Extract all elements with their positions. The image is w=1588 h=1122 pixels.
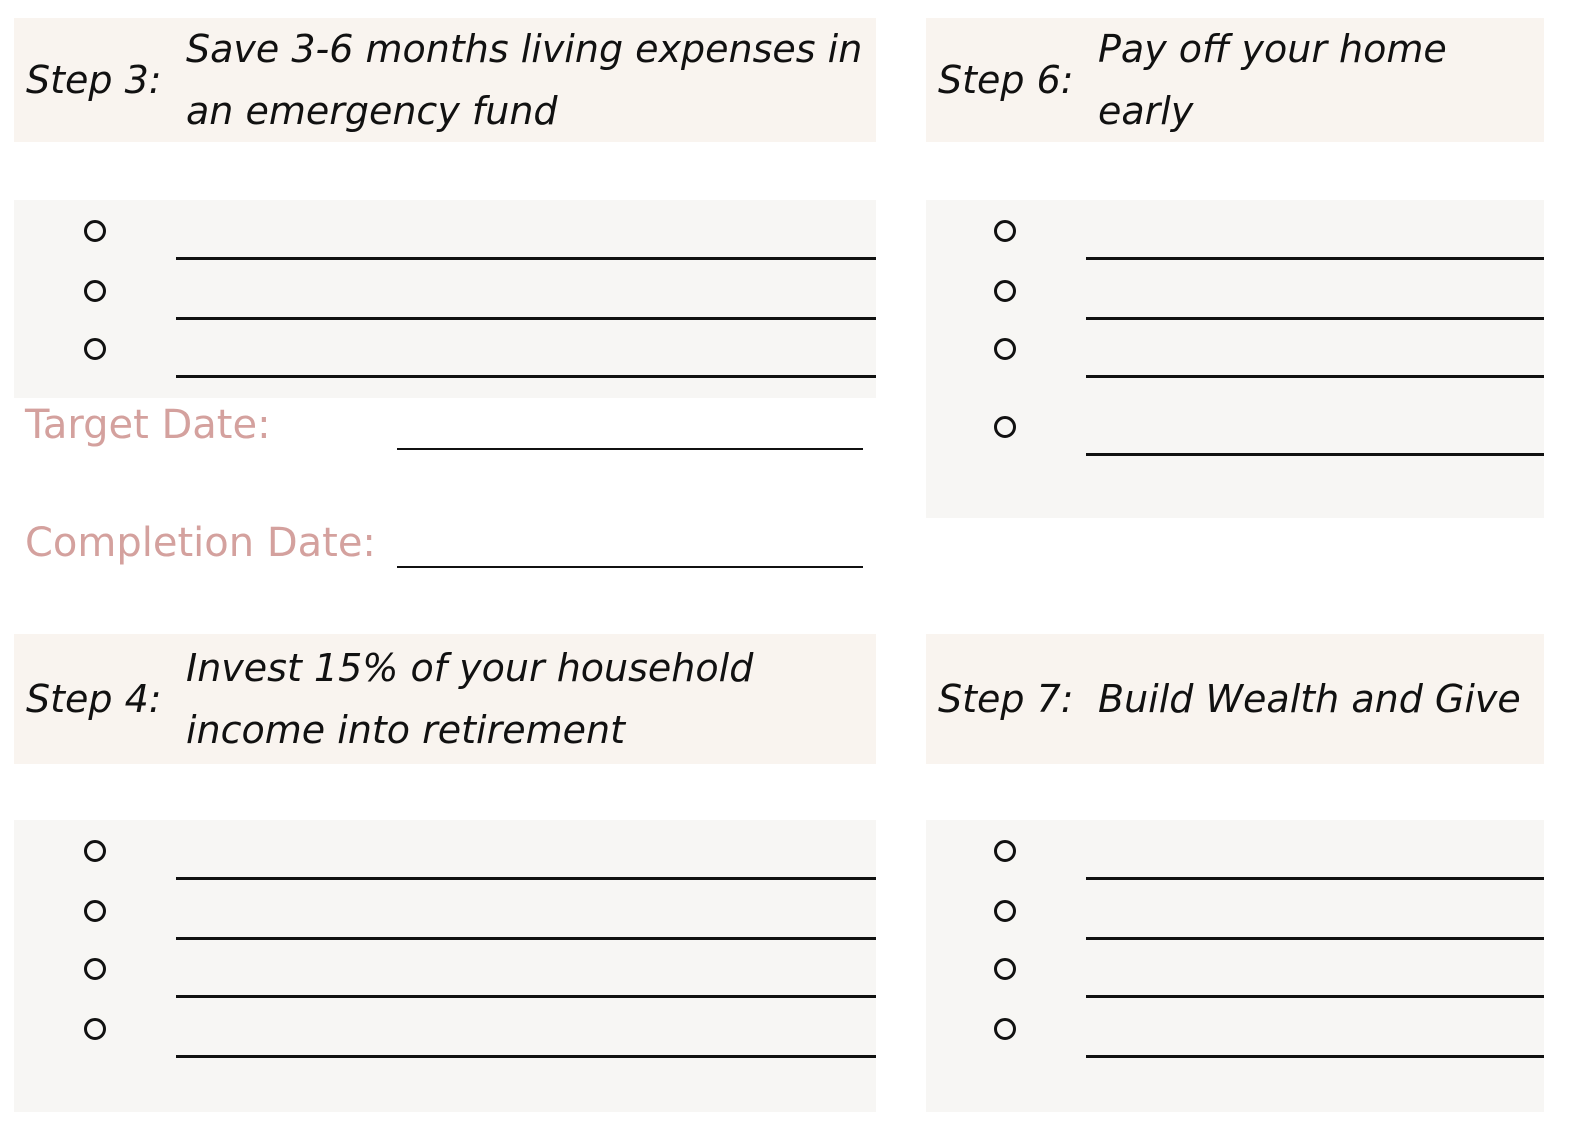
checkbox-circle-icon[interactable]	[994, 416, 1016, 438]
blank-line[interactable]	[1086, 453, 1544, 456]
step-7-header	[926, 634, 1544, 764]
checklist-item[interactable]	[14, 820, 876, 880]
checklist-item[interactable]	[14, 998, 876, 1058]
checklist-item[interactable]	[926, 820, 1544, 880]
step-6-label: Step 6:	[938, 58, 1074, 102]
step-4-label: Step 4:	[26, 677, 162, 721]
checklist-item[interactable]	[926, 396, 1544, 456]
step-4-checklist	[14, 820, 876, 1112]
checkbox-circle-icon[interactable]	[994, 840, 1016, 862]
checkbox-circle-icon[interactable]	[84, 840, 106, 862]
checklist-item[interactable]	[14, 200, 876, 260]
checklist-item[interactable]	[14, 938, 876, 998]
checkbox-circle-icon[interactable]	[84, 1018, 106, 1040]
step-3-label: Step 3:	[26, 58, 162, 102]
checklist-item[interactable]	[926, 260, 1544, 320]
step-4-header	[14, 634, 876, 764]
checklist-item[interactable]	[14, 318, 876, 378]
blank-line[interactable]	[1086, 375, 1544, 378]
step-6-header	[926, 18, 1544, 142]
checkbox-circle-icon[interactable]	[994, 900, 1016, 922]
step-4-title: Invest 15% of your household income into retirement	[186, 646, 754, 752]
checklist-item[interactable]	[926, 880, 1544, 940]
checkbox-circle-icon[interactable]	[84, 900, 106, 922]
checkbox-circle-icon[interactable]	[84, 338, 106, 360]
step-7-checklist	[926, 820, 1544, 1112]
checkbox-circle-icon[interactable]	[84, 958, 106, 980]
checklist-item[interactable]	[14, 880, 876, 940]
checklist-item[interactable]	[926, 318, 1544, 378]
checkbox-circle-icon[interactable]	[994, 1018, 1016, 1040]
target-date-label: Target Date:	[25, 402, 271, 448]
target-date-field[interactable]	[397, 448, 863, 450]
step-7-label: Step 7:	[938, 677, 1074, 721]
completion-date-label: Completion Date:	[25, 520, 376, 566]
checklist-item[interactable]	[926, 938, 1544, 998]
checklist-item[interactable]	[926, 200, 1544, 260]
blank-line[interactable]	[1086, 1055, 1544, 1058]
checklist-item[interactable]	[14, 260, 876, 320]
step-3-checklist	[14, 200, 876, 398]
blank-line[interactable]	[176, 375, 876, 378]
checkbox-circle-icon[interactable]	[994, 220, 1016, 242]
checkbox-circle-icon[interactable]	[994, 280, 1016, 302]
checkbox-circle-icon[interactable]	[84, 280, 106, 302]
checkbox-circle-icon[interactable]	[994, 338, 1016, 360]
step-7-title: Build Wealth and Give	[1098, 677, 1521, 721]
blank-line[interactable]	[176, 1055, 876, 1058]
checkbox-circle-icon[interactable]	[84, 220, 106, 242]
step-3-title: Save 3-6 months living expenses in an emergency fund	[186, 27, 863, 133]
step-3-header	[14, 18, 876, 142]
checkbox-circle-icon[interactable]	[994, 958, 1016, 980]
checklist-item[interactable]	[926, 998, 1544, 1058]
completion-date-field[interactable]	[397, 566, 863, 568]
step-6-title: Pay off your home early	[1098, 27, 1447, 133]
step-6-checklist	[926, 200, 1544, 518]
